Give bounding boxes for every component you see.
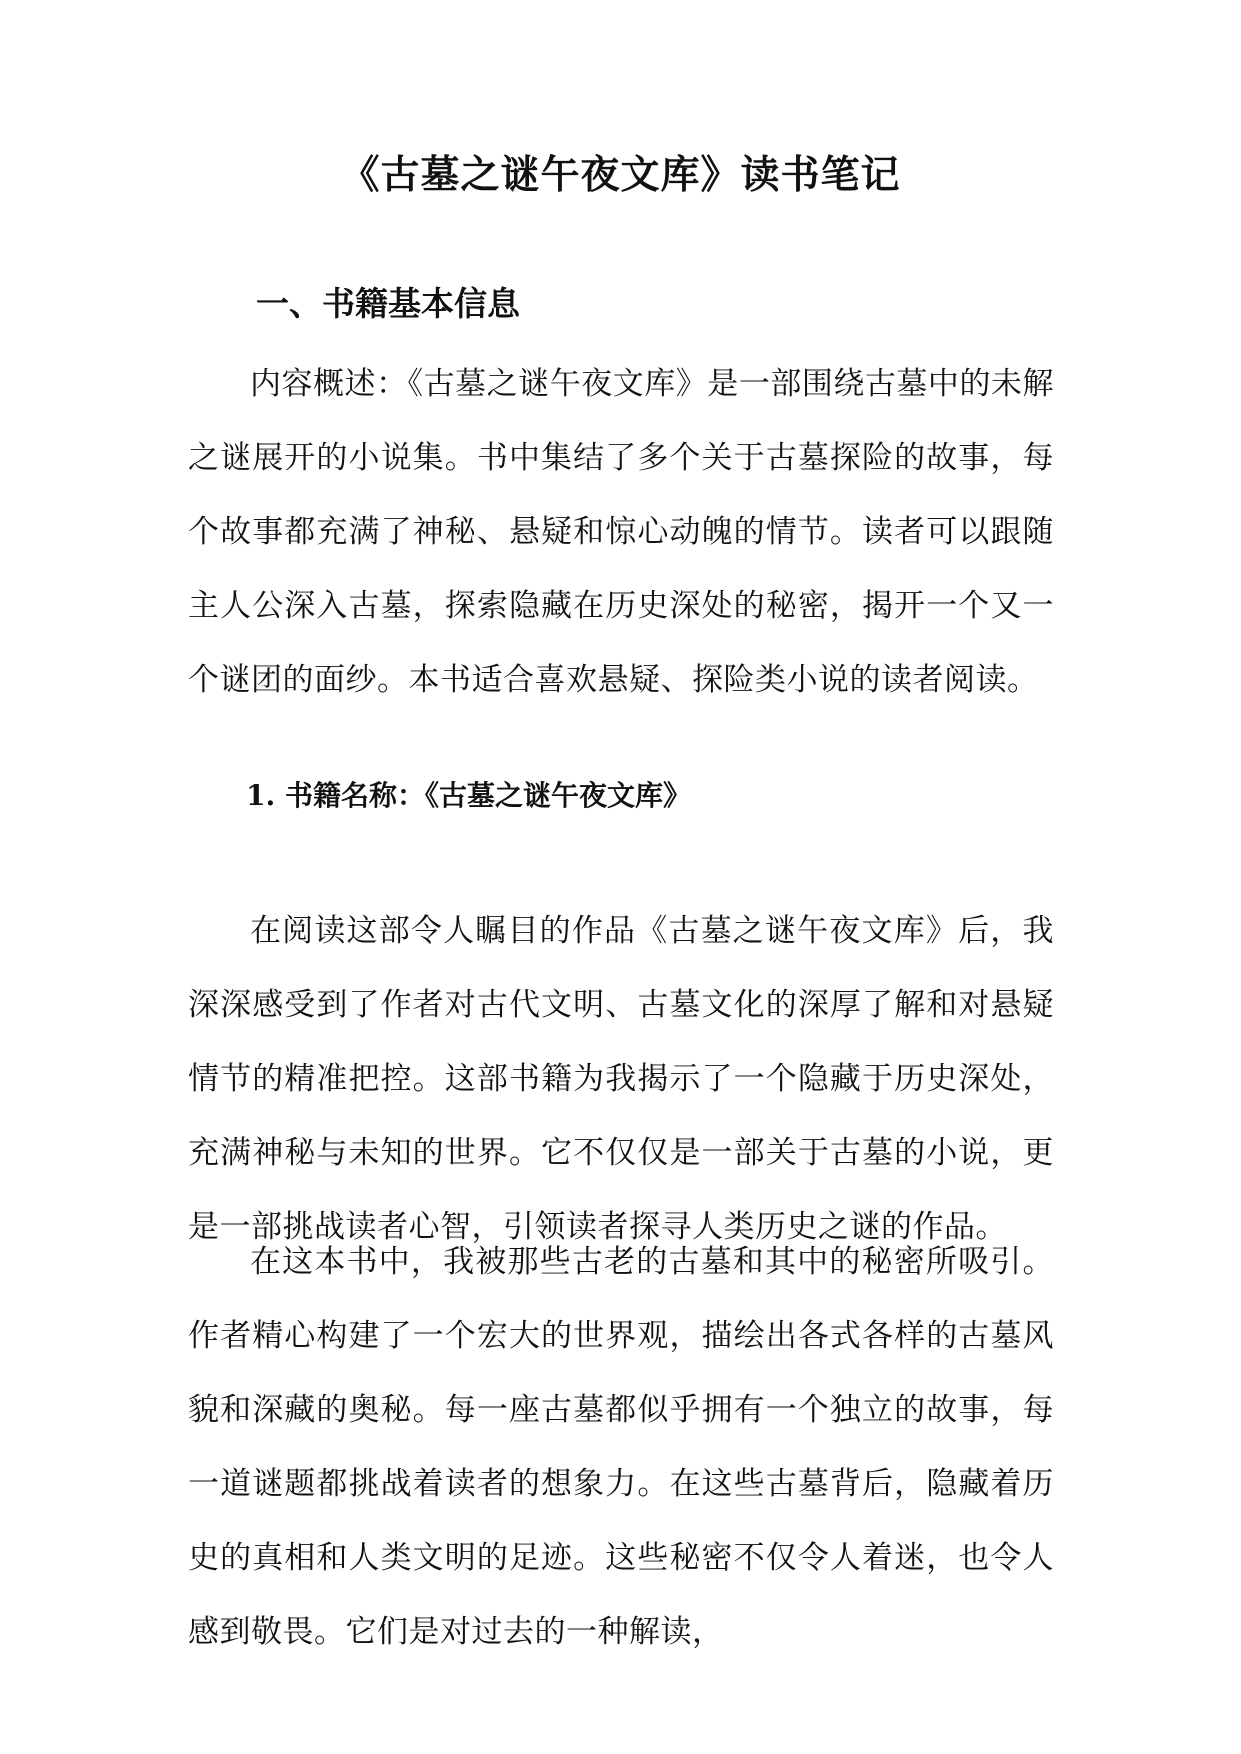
content-summary-paragraph: 内容概述：《古墓之谜午夜文库》是一部围绕古墓中的未解之谜展开的小说集。书中集结了多个关于古墓探险的故事，每个故事都充满了神秘、悬疑和惊心动魄的情节。读者可以跟随主人公深入古墓，探索隐藏在历史深处的秘密，揭开一个又一个谜团的面纱。本书适合喜欢悬疑、探险类小说的读者阅读。 xyxy=(188,366,1054,698)
body-paragraph: 在阅读这部令人瞩目的作品《古墓之谜午夜文库》后，我深深感受到了作者对古代文明、古墓文化的深厚了解和对悬疑情节的精准把控。这部书籍为我揭示了一个隐藏于历史深处，充满神秘与未知的世界。它不仅仅是一部关于古墓的小说，更是一部挑战读者心智，引领读者探寻人类历史之谜的作品。 xyxy=(188,913,1054,1245)
section-heading-basic-info: 一、书籍基本信息 xyxy=(256,284,520,323)
subsection-heading-book-name: 1. 书籍名称：《古墓之谜午夜文库》 xyxy=(246,779,691,812)
body-paragraph: 在这本书中，我被那些古老的古墓和其中的秘密所吸引。作者精心构建了一个宏大的世界观，描绘出各式各样的古墓风貌和深藏的奥秘。每一座古墓都似乎拥有一个独立的故事，每一道谜题都挑战着读者的想象力。在这些古墓背后，隐藏着历史的真相和人类文明的足迹。这些秘密不仅令人着迷，也令人感到敬畏。它们是对过去的一种解读， xyxy=(188,1244,1054,1650)
page-title: 《古墓之谜午夜文库》读书笔记 xyxy=(340,152,901,198)
